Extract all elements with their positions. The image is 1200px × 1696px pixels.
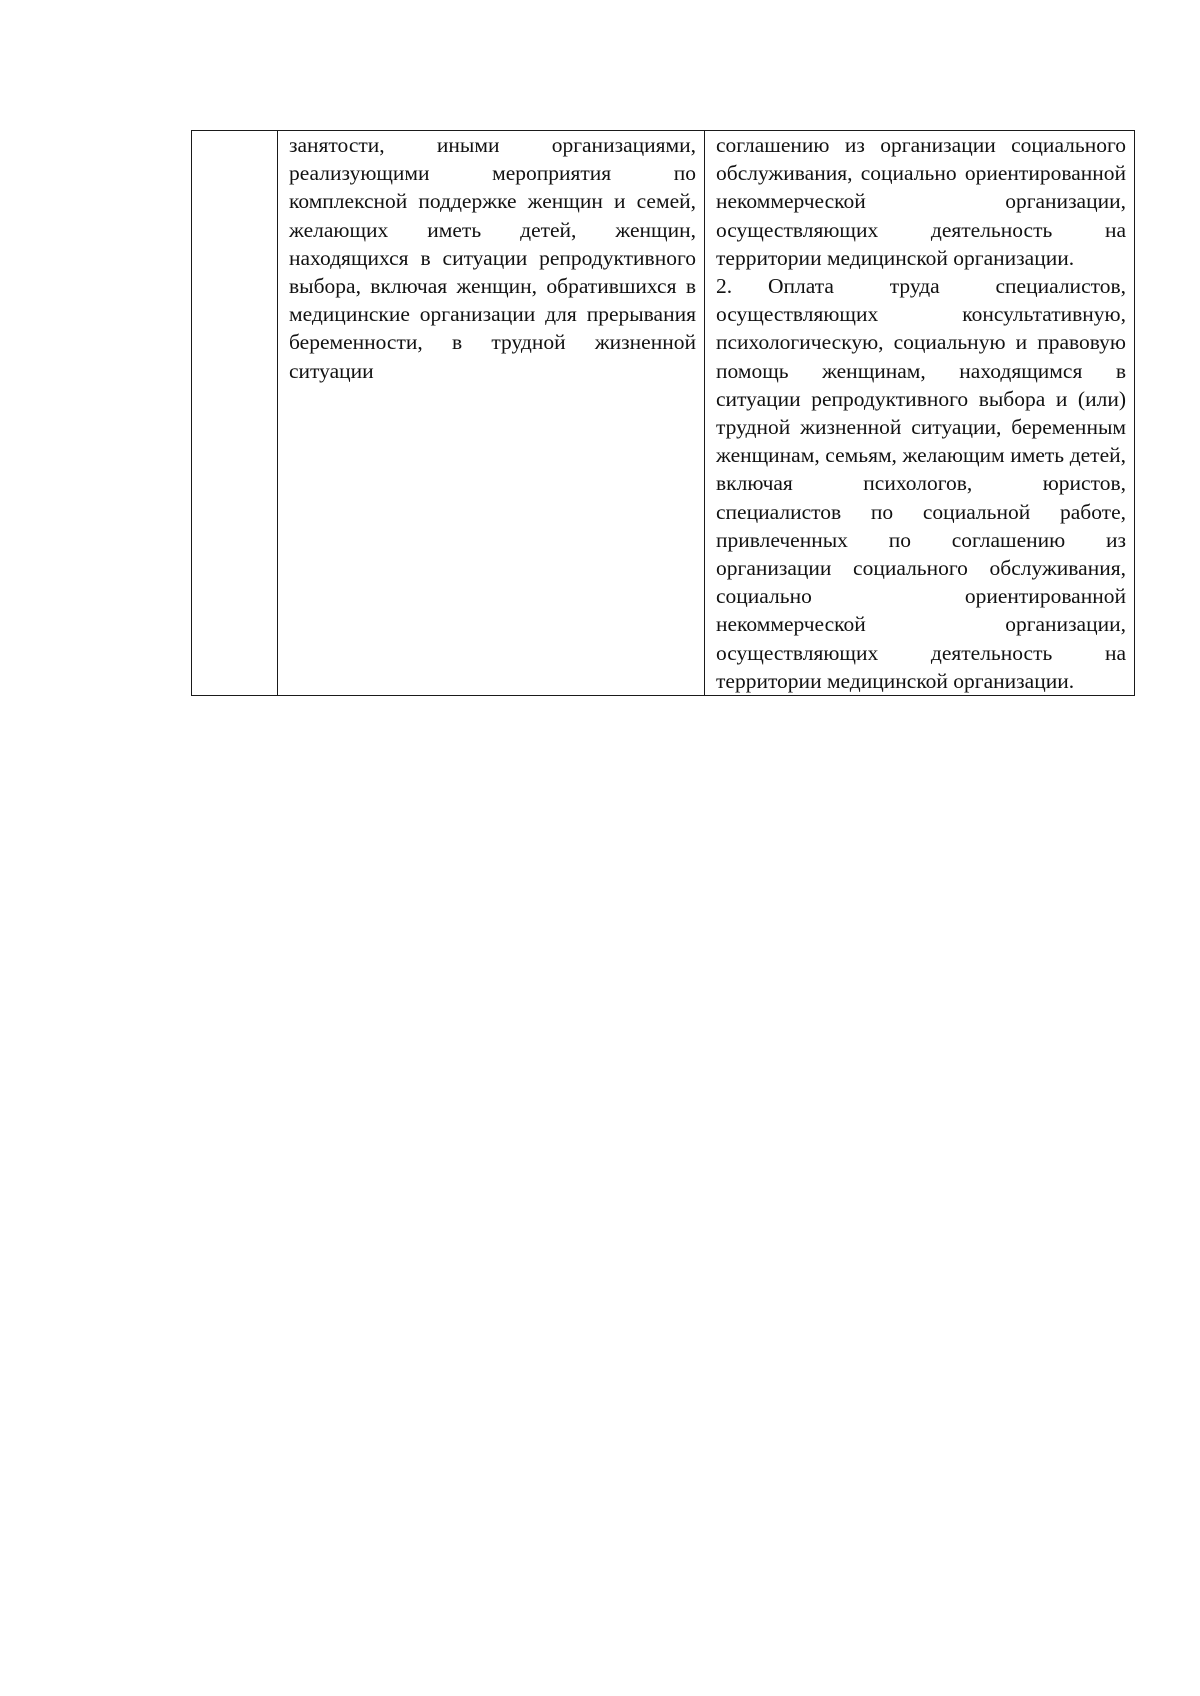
description-text: занятости, иными организациями, реализующими мероприятия по комплексной поддержке женщин и семей, желающих иметь детей, женщин, находящихся в ситуации репродуктивного выбора, включая женщин, обратившихся в медицинские организации для прерывания беременности, в трудной жизненной ситуации	[289, 133, 696, 383]
measures-cell	[705, 131, 1135, 696]
table-row	[192, 131, 1135, 696]
row-number-cell	[192, 131, 278, 696]
measures-content	[705, 131, 1134, 695]
item-number: 2.	[716, 274, 733, 299]
measures-item-2	[716, 272, 1126, 695]
description-cell	[278, 131, 705, 696]
measures-continuation-text: соглашению из организации социального обслуживания, социально ориентированной некоммерческой организации, осуществляющих деятельность на территории медицинской организации.	[716, 133, 1126, 270]
item-text: Оплата труда специалистов, осуществляющих консультативную, психологическую, социальную и правовую помощь женщинам, находящимся в ситуации репродуктивного выбора и (или) трудной жизненной ситуации, беременным женщинам, семьям, желающим иметь детей, включая психологов, юристов, специалистов по социальной работе, привлеченных по соглашению из организации социального обслуживания, социально ориентированной некоммерческой организации, осуществляющих деятельность на территории медицинской организации.	[716, 274, 1126, 693]
document-table	[191, 130, 1135, 696]
